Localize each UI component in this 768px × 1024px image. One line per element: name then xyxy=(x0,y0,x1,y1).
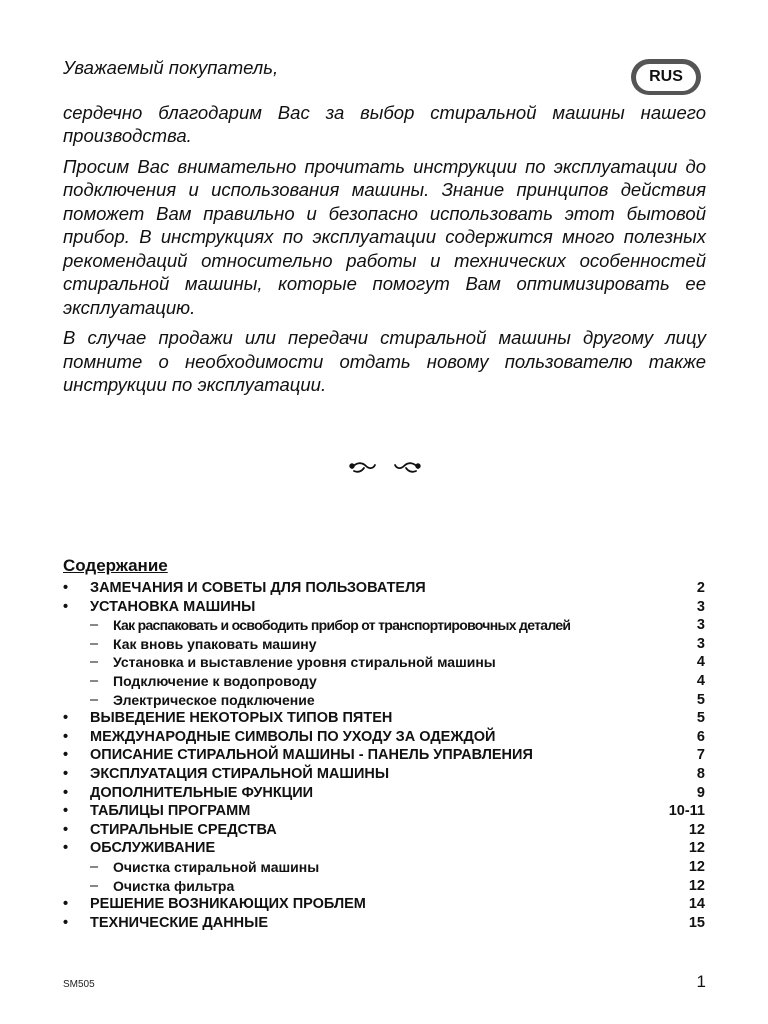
greeting: Уважаемый покупатель, xyxy=(63,57,279,78)
toc-item-title: Как вновь упаковать машину xyxy=(113,635,317,652)
toc-bullet-marker: • xyxy=(63,765,69,782)
language-badge-label: RUS xyxy=(636,64,696,91)
toc-item-page: 6 xyxy=(696,728,705,745)
toc-item xyxy=(63,784,706,803)
toc-item-title: ЗАМЕЧАНИЯ И СОВЕТЫ ДЛЯ ПОЛЬЗОВАТЕЛЯ xyxy=(90,580,426,596)
toc-list xyxy=(63,579,706,932)
toc-dash-marker: – xyxy=(90,858,99,875)
toc-item-page: 3 xyxy=(696,598,705,615)
toc-subitem xyxy=(63,877,706,896)
toc-bullet-marker: • xyxy=(63,784,69,801)
toc-bullet-marker: • xyxy=(63,896,69,913)
toc-item xyxy=(63,802,706,821)
toc-subitem xyxy=(63,672,706,691)
toc-item-title: ДОПОЛНИТЕЛЬНЫЕ ФУНКЦИИ xyxy=(90,784,314,801)
toc-item-page: 2 xyxy=(696,580,705,596)
toc-item-page: 12 xyxy=(688,877,705,894)
toc-bullet-marker: • xyxy=(63,728,69,745)
toc-item-title: ТАБЛИЦЫ ПРОГРАММ xyxy=(90,803,251,820)
toc-item xyxy=(63,765,706,784)
model-code: SM505 xyxy=(63,979,95,990)
toc-item xyxy=(63,579,706,598)
toc-bullet-marker: • xyxy=(63,821,69,838)
toc-item xyxy=(63,728,706,747)
page-number: 1 xyxy=(696,972,706,991)
toc-subitem xyxy=(63,653,706,672)
toc-dash-marker: – xyxy=(90,672,99,689)
toc-item-page: 5 xyxy=(696,710,705,727)
intro-section xyxy=(63,56,706,404)
toc-subitem xyxy=(63,635,706,654)
toc-item xyxy=(63,895,706,914)
toc-item-page: 15 xyxy=(688,914,705,931)
toc-dash-marker: – xyxy=(90,654,99,671)
toc-item-title: Электрическое подключение xyxy=(113,691,315,708)
toc-item-title: Установка и выставление уровня стиральной машины xyxy=(113,654,496,671)
toc-item-page: 4 xyxy=(696,672,705,689)
toc-bullet-marker: • xyxy=(63,598,69,615)
toc-item-page: 3 xyxy=(696,635,705,652)
toc-item-page: 3 xyxy=(696,617,705,634)
toc-bullet-marker: • xyxy=(63,803,69,820)
toc-item-page: 10-11 xyxy=(668,803,705,820)
toc-item xyxy=(63,839,706,858)
toc-dash-marker: – xyxy=(90,617,99,634)
toc-bullet-marker: • xyxy=(63,710,69,727)
toc-item-page: 12 xyxy=(688,858,705,875)
toc-bullet-marker: • xyxy=(63,580,69,596)
ornament-divider-icon xyxy=(340,456,430,478)
toc-item xyxy=(63,746,706,765)
toc-item-title: Как распаковать и освободить прибор от транспортировочных деталей xyxy=(113,617,571,634)
toc-item xyxy=(63,821,706,840)
toc-item-page: 4 xyxy=(696,654,705,671)
toc-item-page: 7 xyxy=(696,747,705,764)
toc-item-title: МЕЖДУНАРОДНЫЕ СИМВОЛЫ ПО УХОДУ ЗА ОДЕЖДОЙ xyxy=(90,728,496,745)
toc-item-page: 14 xyxy=(688,896,705,913)
toc-item-title: РЕШЕНИЕ ВОЗНИКАЮЩИХ ПРОБЛЕМ xyxy=(90,896,366,913)
toc-item-title: ОБСЛУЖИВАНИЕ xyxy=(90,840,216,857)
toc-bullet-marker: • xyxy=(63,914,69,931)
toc-item-page: 5 xyxy=(696,691,705,708)
toc-item-title: СТИРАЛЬНЫЕ СРЕДСТВА xyxy=(90,821,277,838)
toc-bullet-marker: • xyxy=(63,840,69,857)
toc-item-title: ВЫВЕДЕНИЕ НЕКОТОРЫХ ТИПОВ ПЯТЕН xyxy=(90,710,393,727)
toc-item-title: ТЕХНИЧЕСКИЕ ДАННЫЕ xyxy=(90,914,269,931)
toc-item xyxy=(63,914,706,933)
toc-item-title: ОПИСАНИЕ СТИРАЛЬНОЙ МАШИНЫ - ПАНЕЛЬ УПРАВЛЕНИЯ xyxy=(90,747,533,764)
intro-paragraph: сердечно благодарим Вас за выбор стиральной машины нашего производства. xyxy=(63,101,706,146)
table-of-contents xyxy=(63,556,706,932)
toc-dash-marker: – xyxy=(90,635,99,652)
toc-item xyxy=(63,598,706,617)
toc-item-title: Очистка стиральной машины xyxy=(113,858,320,875)
toc-bullet-marker: • xyxy=(63,747,69,764)
toc-subitem xyxy=(63,616,706,635)
toc-item-page: 8 xyxy=(696,765,705,782)
toc-subitem xyxy=(63,858,706,877)
toc-item-title: Подключение к водопроводу xyxy=(113,672,317,689)
toc-item-page: 9 xyxy=(696,784,705,801)
intro-paragraph: В случае продажи или передачи стиральной машины другому лицу помните о необходимости отдать новому пользователю также инструкции по эксплуатации. xyxy=(63,327,706,395)
toc-title: Содержание xyxy=(63,556,168,575)
intro-paragraph: Просим Вас внимательно прочитать инструкции по эксплуатации до подключения и использования машины. Знание принципов действия поможет Вам правильно и безопасно использовать этот бытовой прибор. В инструкциях по эксплуатации содержится много полезных рекомендаций относительно работы и технических особенностей стиральной машины, которые помогут Вам оптимизировать ее эксплуатацию. xyxy=(63,155,706,318)
toc-dash-marker: – xyxy=(90,877,99,894)
toc-item-page: 12 xyxy=(688,840,705,857)
toc-subitem xyxy=(63,691,706,710)
toc-item-title: УСТАНОВКА МАШИНЫ xyxy=(90,598,256,615)
toc-item-page: 12 xyxy=(688,821,705,838)
toc-item-title: ЭКСПЛУАТАЦИЯ СТИРАЛЬНОЙ МАШИНЫ xyxy=(90,765,390,782)
toc-item xyxy=(63,709,706,728)
toc-dash-marker: – xyxy=(90,691,99,708)
toc-item-title: Очистка фильтра xyxy=(113,877,235,894)
